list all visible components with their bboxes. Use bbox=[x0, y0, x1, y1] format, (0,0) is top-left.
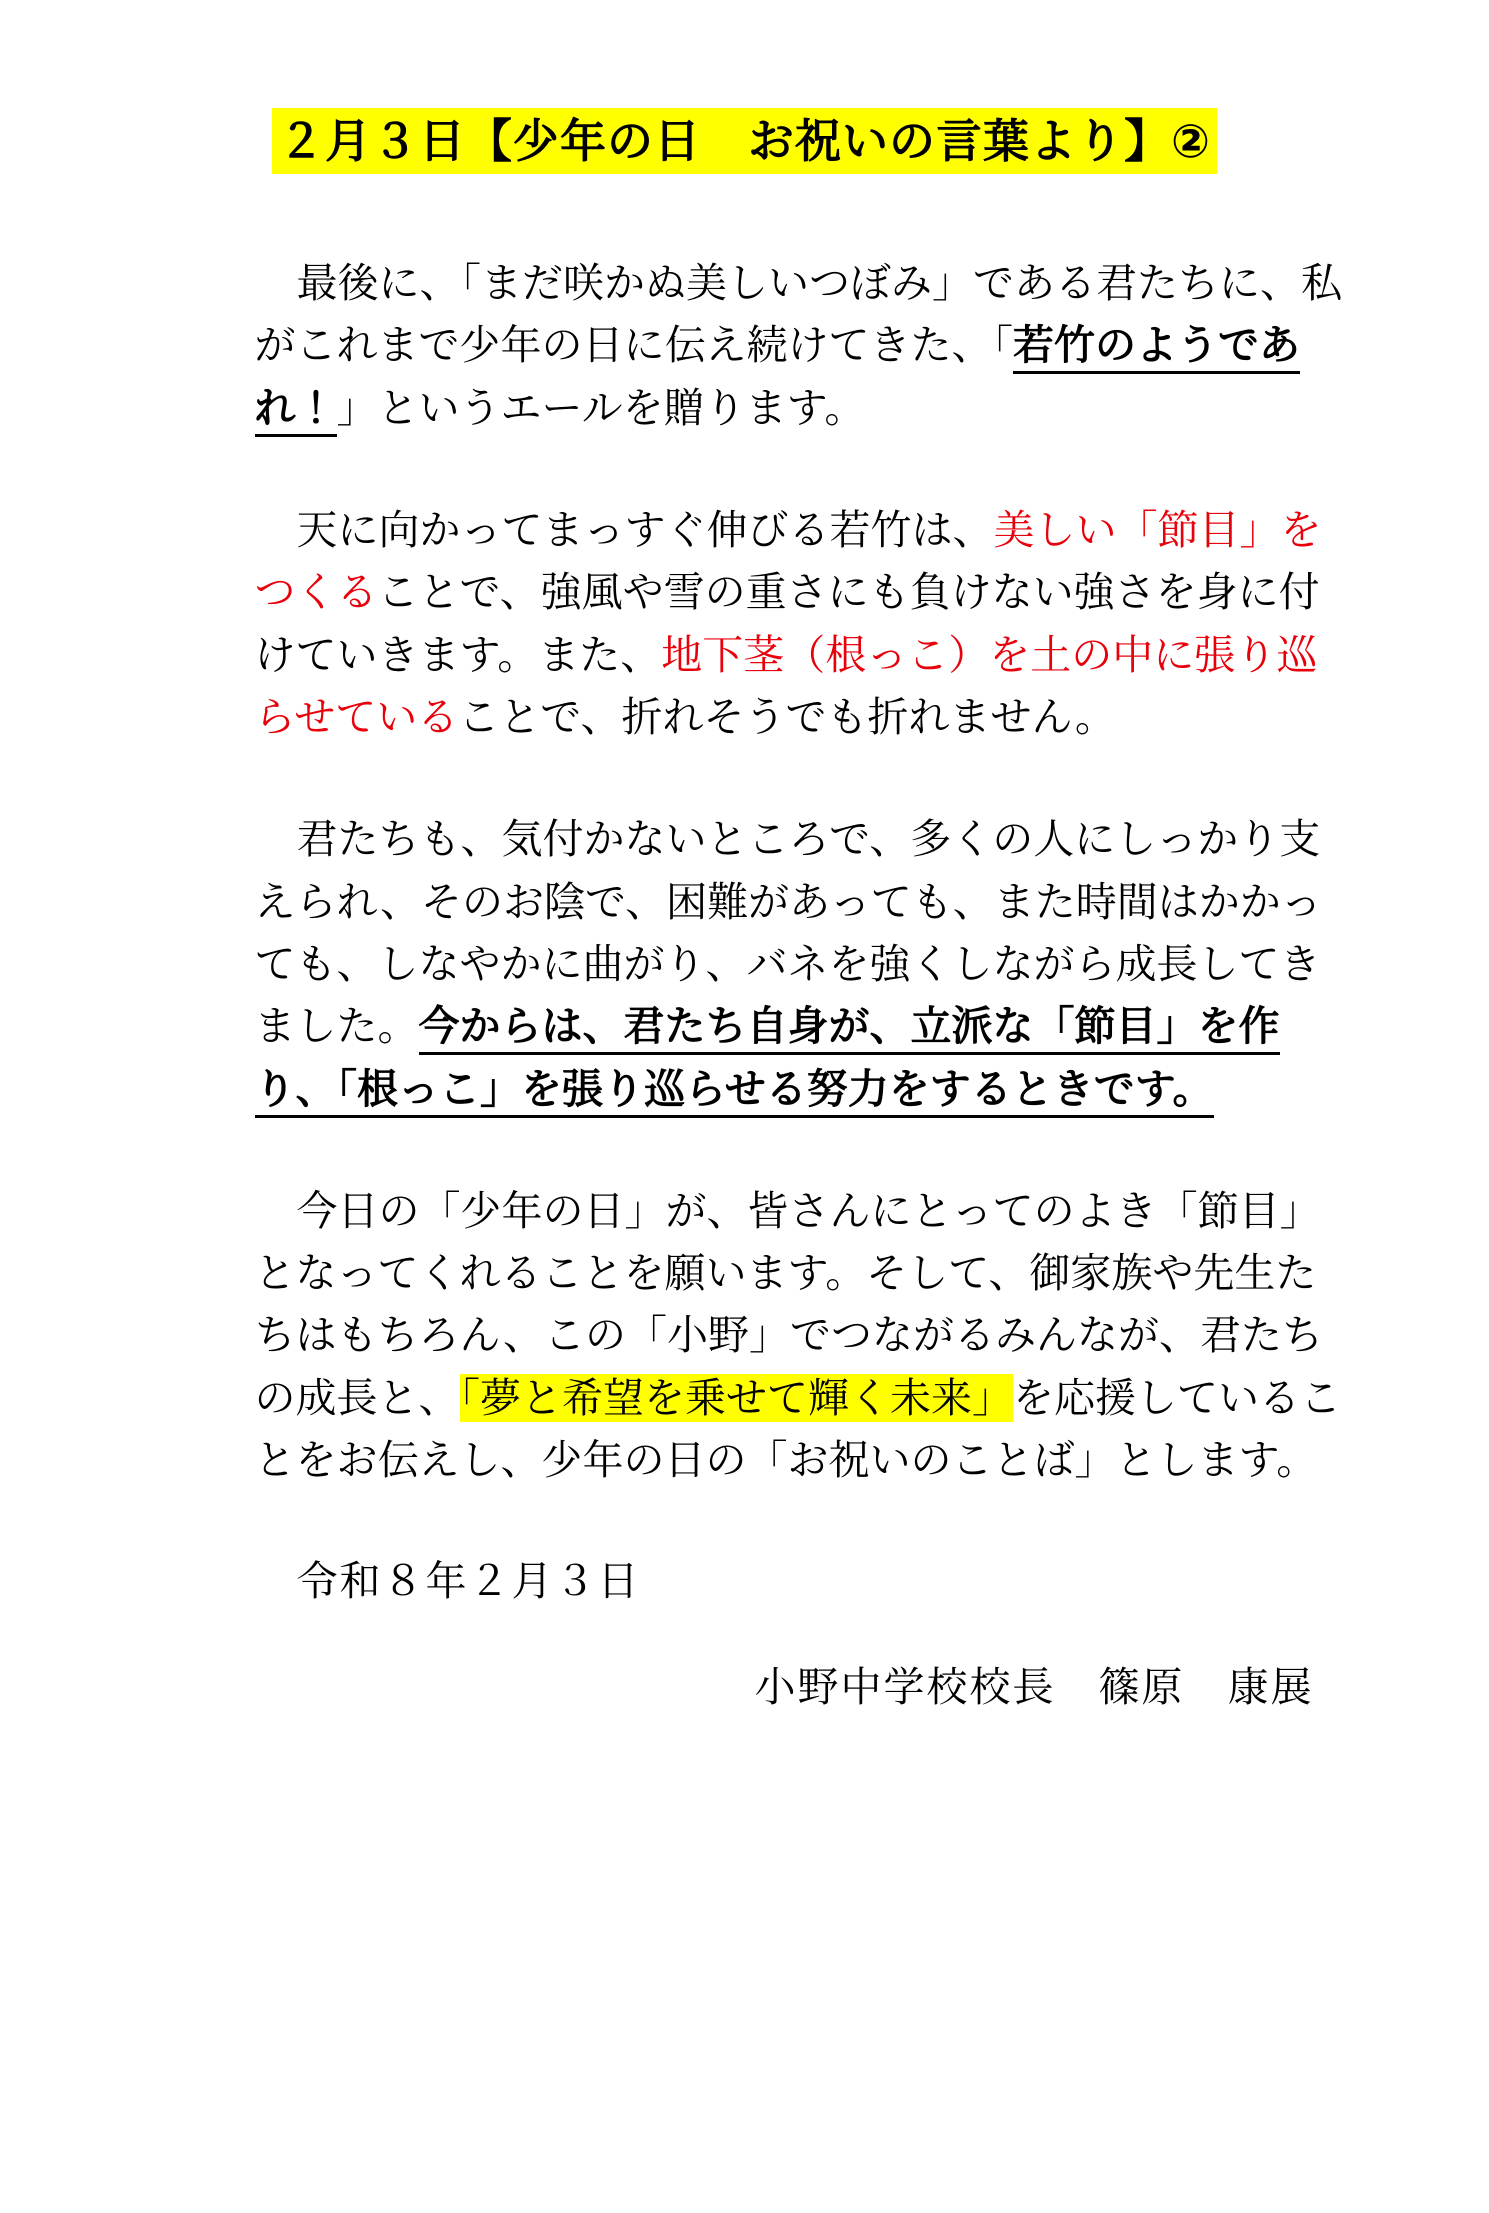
title-container bbox=[0, 108, 1489, 174]
paragraph-3-emphasis: 今からは、君たち自身が、立派な「節目」を作り、「根っこ」を張り巡らせる努力をするときです。 bbox=[255, 1002, 1280, 1117]
spacer-1 bbox=[255, 439, 1345, 499]
spacer-5 bbox=[255, 1613, 1345, 1657]
paragraph-1-emphasis: 若竹のようであれ！ bbox=[255, 321, 1301, 436]
paragraph-2-segment-5: ことで、折れそうでも折れません。 bbox=[458, 692, 1116, 741]
spacer-3 bbox=[255, 1120, 1345, 1180]
spacer-after-title bbox=[0, 174, 1489, 252]
paragraph-2-red-1: 美しい「節目」をつくる bbox=[254, 506, 1322, 617]
spacer-2 bbox=[255, 748, 1345, 808]
paragraph-1-segment-3: 」というエールを贈ります。 bbox=[336, 383, 866, 432]
document-date: 令和８年２月３日 bbox=[296, 1557, 641, 1606]
document-page bbox=[0, 108, 1489, 2213]
paragraph-2 bbox=[255, 499, 1345, 748]
paragraph-4-highlight: 「夢と希望を乗せて輝く未来」 bbox=[459, 1373, 1013, 1422]
document-body bbox=[145, 252, 1345, 1718]
paragraph-2-red-2: 地下茎（根っこ）を土の中に張り巡らせている bbox=[254, 630, 1318, 741]
paragraph-4-segment-1: 今日の「少年の日」が、皆さんにとってのよき「節目」となってくれることを願います。そして、御家族や先生たちはもちろん、この「小野」でつながるみんなが、君たちの成長と、 bbox=[254, 1186, 1323, 1422]
paragraph-4 bbox=[255, 1180, 1345, 1492]
document-signature: 小野中学校校長 篠原 康展 bbox=[754, 1662, 1314, 1711]
paragraph-1 bbox=[255, 252, 1345, 439]
paragraph-4-segment-3: を応援していることをお伝えし、少年の日の「お祝いのことば」とします。 bbox=[254, 1373, 1341, 1485]
paragraph-2-segment-3: ことで、強風や雪の重さにも負けない強さを身に付けていきます。また、 bbox=[254, 568, 1320, 679]
paragraph-1-segment-1: 最後に、「まだ咲かぬ美しいつぼみ」である君たちに、私がこれまで少年の日に伝え続けてきた、「 bbox=[254, 259, 1342, 370]
paragraph-3-segment-1: 君たちも、気付かないところで、多くの人にしっかり支えられ、そのお陰で、困難があっても、また時間はかかっても、しなやかに曲がり、バネを強くしながら成長してきました。 bbox=[254, 815, 1322, 1051]
page-title: ２月３日【少年の日 お祝いの言葉より】② bbox=[272, 108, 1217, 174]
spacer-4 bbox=[255, 1491, 1345, 1551]
paragraph-2-segment-1: 天に向かってまっすぐ伸びる若竹は、 bbox=[296, 506, 994, 555]
paragraph-3 bbox=[255, 808, 1345, 1120]
